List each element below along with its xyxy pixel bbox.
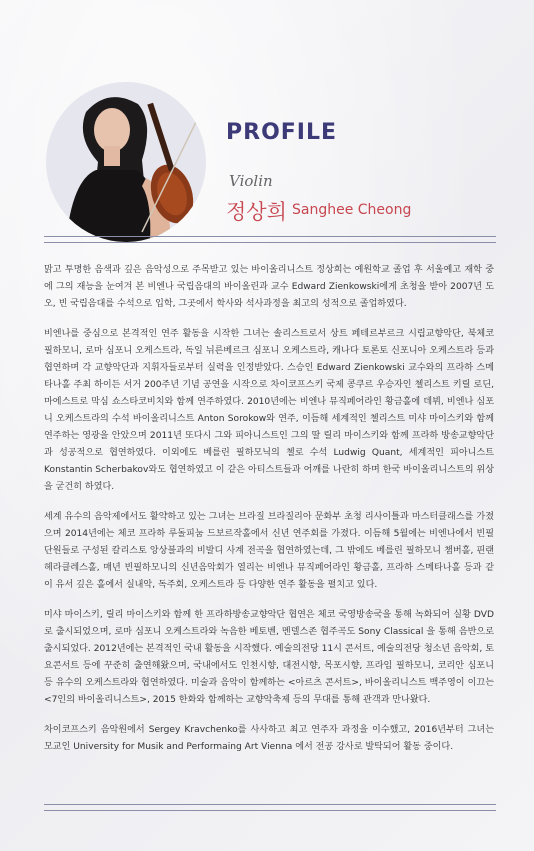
instrument-label: Violin bbox=[229, 172, 273, 190]
biography bbox=[44, 262, 494, 769]
portrait-photo bbox=[46, 82, 206, 242]
bio-paragraph: 미샤 마이스키, 릴리 마이스키와 함께 한 프라하방송교향악단 협연은 체코 국영방송국을 통해 녹화되어 실황 DVD로 출시되었으며, 로마 심포니 오케스트라와 녹음한 베토벤, 멘델스존 협주곡도 Sony Classical 을 통해 음반으로 출시되었다. 2012년에는 본격적인 국내 활동을 시작했다. 예술의전당 11시 콘서트, 예술의전당 청소년 음악회, 토요콘서트 등에 꾸준히 출연해왔으며, 국내에서도 인천시향, 대전시향, 목포시향, 프라임 필하모니, 코리안 심포니 등 유수의 오케스트라와 협연하였다. 미술과 음악이 함께하는 <아르츠 콘서트>, 바이올리니스트 백주영이 이끄는 <7인의 바이올리니스트>, 2015 한화와 함께하는 교향악축제 등의 무대를 통해 관객과 만나왔다. bbox=[44, 610, 494, 705]
violinist-portrait bbox=[46, 82, 206, 242]
profile-title: PROFILE bbox=[226, 120, 338, 145]
performer-name-korean: 정상희 bbox=[226, 200, 287, 224]
bio-paragraph: 차이코프스키 음악원에서 Sergey Kravchenko를 사사하고 최고 연주자 과정을 이수했고, 2016년부터 그녀는 모교인 University for Musik and Performaing Art Vienna 에서 전공 강사로 발탁되어 활동 중이다. bbox=[44, 725, 494, 752]
bio-paragraph: 맑고 투명한 음색과 깊은 음악성으로 주목받고 있는 바이올리니스트 정상희는 예원학교 졸업 후 서울예고 재학 중에 그의 재능을 눈여겨 본 비엔나 국립음대의 바이올린과 교수 Edward Zienkowski에게 초청을 받아 2007년 도오, 빈 국립음대를 수석으로 입학, 그곳에서 학사와 석사과정을 최고의 성적으로 졸업하였다. bbox=[44, 265, 494, 309]
bio-paragraph: 비엔나를 중심으로 본격적인 연주 활동을 시작한 그녀는 솔리스트로서 상트 페테르부르크 시립교향악단, 북체코 필하모니, 로마 심포니 오케스트라, 독일 뉘른베르크 심포니 오케스트라, 캐나다 토론토 신포니아 오케스트라 등과 협연하며 각 교향악단과 지휘자들로부터 실력을 인정받았다. 스승인 Edward Zienkowski 교수와의 프라하 스메타나홀 주최 하이든 서거 200주년 기념 공연을 시작으로 차이코프스키 국제 콩쿠르 우승자인 첼리스트 키릴 로딘, 마에스트로 막심 쇼스타코비치와 함께 연주하였다. 2010년에는 비엔나 뮤직페어라인 황금홀에 데뷔, 비엔나 심포니 오케스트라의 수석 바이올리니스트 Anton Sorokow와 연주, 이듬해 세계적인 첼리스트 미샤 마이스키와 함께 연주하는 영광을 안았으며 2011년 또다시 그와 피아니스트인 그의 딸 릴리 마이스키와 함께 프라하 방송교향악단과 성공적으로 협연하였다. 이외에도 베를린 필하모닉의 첼로 수석 Ludwig Quant, 세계적인 피아니스트 Konstantin Scherbakov와도 협연하였고 이 같은 아티스트들과 어깨를 나란히 하며 한국 바이올리니스트의 위상을 굳건히 하였다. bbox=[44, 329, 494, 492]
bottom-divider bbox=[44, 804, 496, 811]
bio-paragraph: 세계 유수의 음악제에서도 활약하고 있는 그녀는 브라질 브라질리아 문화부 초청 리사이틀과 마스터클래스를 가졌으며 2014년에는 체코 프라하 루돌피눔 드보르작홀에서 신년 연주회를 가졌다. 이듬해 5월에는 비엔나에서 빈필 단원들로 구성된 칼리스토 앙상블과의 비발디 사계 전곡을 협연하였는데, 그 밖에도 베를린 필하모니 챔버홀, 핀랜 헤라클레스홀, 매년 빈필하모니의 신년음악회가 열리는 비엔나 뮤직페어라인 황금홀, 프라하 스메타나홀 등과 같이 유서 깊은 홀에서 실내악, 독주회, 오케스트라 등 다양한 연주 활동을 펼치고 있다. bbox=[44, 512, 494, 590]
performer-name-english: Sanghee Cheong bbox=[292, 202, 412, 218]
top-divider bbox=[44, 236, 496, 243]
